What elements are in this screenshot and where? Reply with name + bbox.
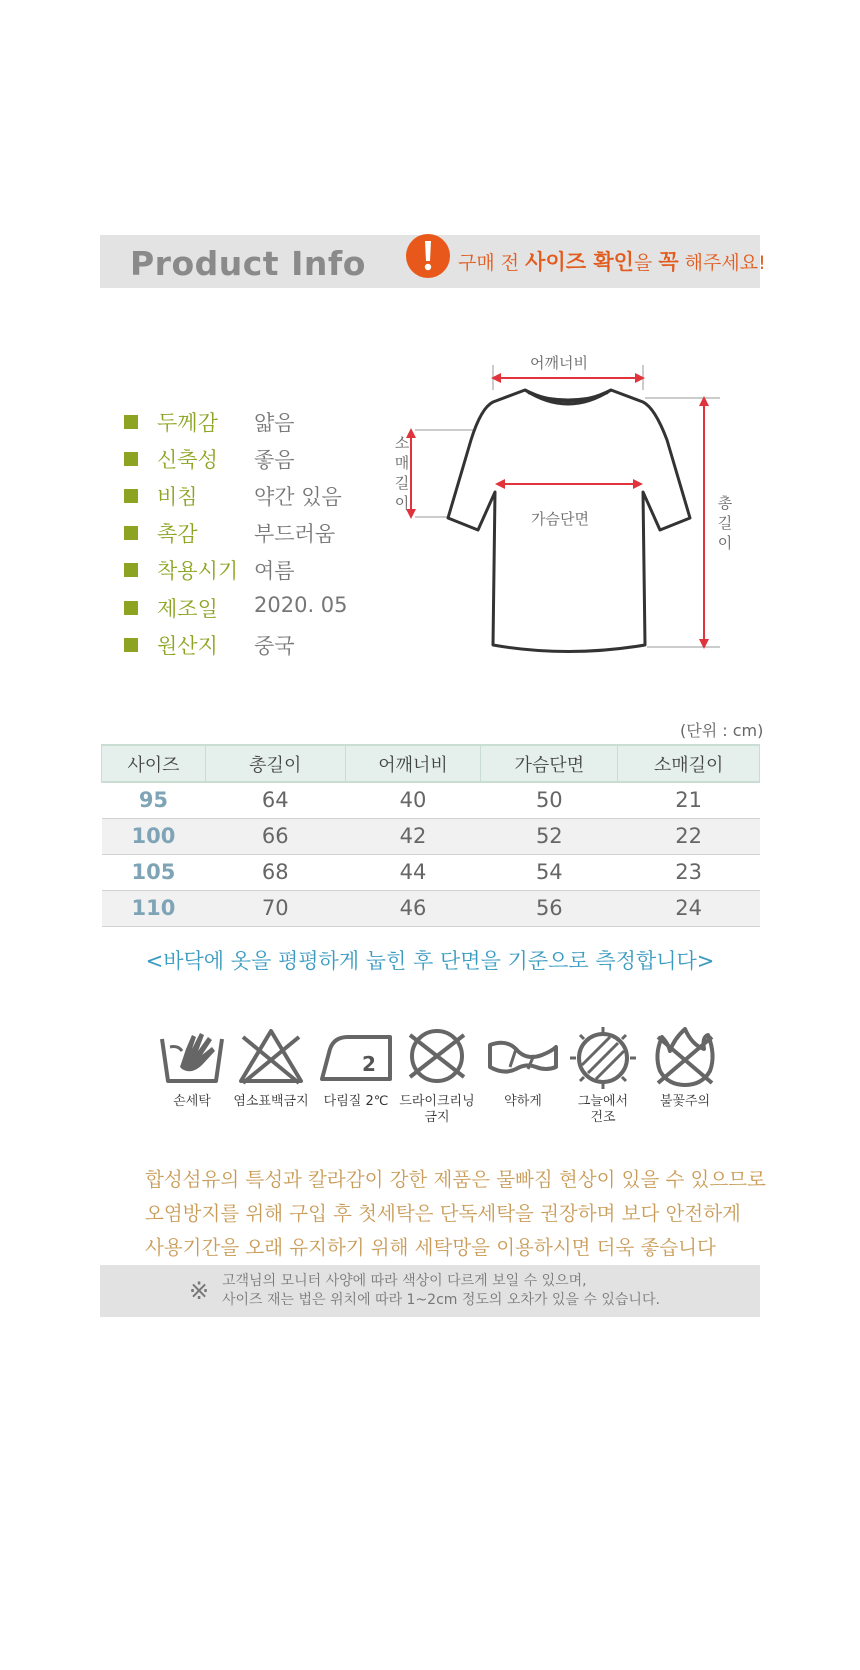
notice-emphasis: 꼭 xyxy=(658,250,679,274)
column-header: 사이즈 xyxy=(102,745,206,782)
care-label: 불꽃주의 xyxy=(659,1094,711,1109)
caution-line: 합성섬유의 특성과 칼라감이 강한 제품은 물빠짐 현상이 있을 수 있으므로 xyxy=(145,1168,766,1191)
disclaimer-line: 고객님의 모니터 사양에 따라 색상이 다르게 보일 수 있으며, xyxy=(222,1273,587,1289)
table-cell: 68 xyxy=(205,854,345,890)
care-label: 약하게 xyxy=(504,1094,542,1109)
iron-level-text: 2 xyxy=(362,1052,376,1076)
table-row xyxy=(102,782,760,818)
care-label: 손세탁 xyxy=(173,1094,211,1109)
hand-wash-icon xyxy=(156,1025,228,1085)
table-cell: 56 xyxy=(481,890,618,926)
care-item xyxy=(318,1025,394,1085)
table-cell: 23 xyxy=(618,854,760,890)
sleeve-label-char: 매 xyxy=(394,454,410,472)
care-item xyxy=(486,1025,560,1085)
iron-icon xyxy=(318,1025,394,1085)
size-cell: 95 xyxy=(102,782,206,818)
care-label-line: 드라이크리닝 xyxy=(399,1094,475,1109)
table-cell: 70 xyxy=(205,890,345,926)
bullet-square-icon xyxy=(124,415,138,429)
care-item xyxy=(235,1025,307,1085)
no-bleach-icon xyxy=(235,1025,307,1085)
table-cell: 64 xyxy=(205,782,345,818)
care-item xyxy=(156,1025,228,1085)
fire-caution-icon xyxy=(650,1025,720,1087)
spec-label: 신축성 xyxy=(157,448,218,472)
table-cell: 54 xyxy=(481,854,618,890)
length-label-char: 길 xyxy=(717,514,733,532)
notice-emphasis: 사이즈 확인 xyxy=(525,250,634,274)
care-label: 다림질 2℃ xyxy=(323,1094,389,1109)
reference-mark-icon: ※ xyxy=(189,1277,210,1305)
care-item xyxy=(566,1025,640,1089)
caution-line: 오염방지를 위해 구입 후 첫세탁은 단독세탁을 권장하며 보다 안전하게 xyxy=(145,1202,741,1225)
table-cell: 21 xyxy=(618,782,760,818)
bullet-square-icon xyxy=(124,452,138,466)
size-check-notice xyxy=(458,246,766,276)
table-cell: 24 xyxy=(618,890,760,926)
spec-label: 제조일 xyxy=(157,597,218,621)
table-cell: 46 xyxy=(345,890,481,926)
table-cell: 42 xyxy=(345,818,481,854)
column-header: 가슴단면 xyxy=(481,745,618,782)
spec-value: 얇음 xyxy=(254,411,295,435)
size-table xyxy=(101,744,760,927)
table-cell: 44 xyxy=(345,854,481,890)
gentle-wring-icon xyxy=(486,1025,560,1085)
care-label-line: 금지 xyxy=(424,1110,450,1125)
spec-value: 좋음 xyxy=(254,448,295,472)
sleeve-label-char: 소 xyxy=(394,434,410,452)
spec-label: 비침 xyxy=(157,485,198,509)
notice-text: 을 xyxy=(633,252,659,274)
size-cell: 110 xyxy=(102,890,206,926)
sleeve-label-char: 이 xyxy=(394,494,410,512)
care-label-line: 그늘에서 xyxy=(577,1094,629,1109)
length-label-char: 총 xyxy=(717,494,733,512)
spec-value: 여름 xyxy=(254,559,295,583)
care-item xyxy=(650,1025,720,1087)
disclaimer-box xyxy=(100,1265,760,1317)
table-header-row xyxy=(102,745,760,782)
caution-line: 사용기간을 오래 유지하기 위해 세탁망을 이용하시면 더욱 좋습니다 xyxy=(145,1236,716,1259)
sleeve-length-label xyxy=(393,433,411,513)
care-label xyxy=(392,1094,482,1126)
shade-dry-icon xyxy=(566,1025,640,1089)
column-header: 어깨너비 xyxy=(345,745,481,782)
sleeve-label-char: 길 xyxy=(394,474,410,492)
notice-text: 해주세요! xyxy=(678,252,766,274)
table-row xyxy=(102,818,760,854)
bullet-square-icon xyxy=(124,601,138,615)
product-info-header xyxy=(100,235,766,288)
notice-text: 구매 전 xyxy=(458,252,526,274)
chest-width-label: 가슴단면 xyxy=(531,510,589,528)
table-cell: 52 xyxy=(481,818,618,854)
table-cell: 50 xyxy=(481,782,618,818)
disclaimer-line: 사이즈 재는 법은 위치에 따라 1~2cm 정도의 오차가 있을 수 있습니다. xyxy=(222,1292,660,1308)
care-label-line: 건조 xyxy=(590,1110,616,1125)
spec-value: 2020. 05 xyxy=(254,593,348,617)
no-dry-clean-icon xyxy=(402,1025,472,1085)
column-header: 소매길이 xyxy=(618,745,760,782)
washing-caution-text xyxy=(145,1163,766,1265)
measurement-note: <바닥에 옷을 평평하게 눕힌 후 단면을 기준으로 측정합니다> xyxy=(145,949,715,973)
table-row xyxy=(102,854,760,890)
unit-label: (단위 : cm) xyxy=(680,721,764,740)
spec-label: 두께감 xyxy=(157,411,218,435)
exclamation-icon xyxy=(405,233,451,279)
page-title: Product Info xyxy=(130,244,366,283)
shoulder-width-label: 어깨너비 xyxy=(530,354,588,372)
total-length-label xyxy=(716,493,734,553)
table-cell: 40 xyxy=(345,782,481,818)
care-label xyxy=(563,1094,643,1126)
bullet-square-icon xyxy=(124,489,138,503)
spec-label: 원산지 xyxy=(157,634,218,658)
table-cell: 22 xyxy=(618,818,760,854)
table-cell: 66 xyxy=(205,818,345,854)
column-header: 총길이 xyxy=(205,745,345,782)
spec-value: 부드러움 xyxy=(254,522,336,546)
bullet-square-icon xyxy=(124,563,138,577)
spec-value: 중국 xyxy=(254,634,295,658)
care-label: 염소표백금지 xyxy=(233,1094,309,1109)
table-row xyxy=(102,890,760,926)
size-cell: 105 xyxy=(102,854,206,890)
disclaimer-text xyxy=(222,1272,660,1310)
spec-value: 약간 있음 xyxy=(254,485,342,509)
bullet-square-icon xyxy=(124,638,138,652)
care-item xyxy=(402,1025,472,1085)
size-cell: 100 xyxy=(102,818,206,854)
spec-label: 착용시기 xyxy=(157,559,239,583)
bullet-square-icon xyxy=(124,526,138,540)
spec-label: 촉감 xyxy=(157,522,198,546)
length-label-char: 이 xyxy=(717,534,733,552)
